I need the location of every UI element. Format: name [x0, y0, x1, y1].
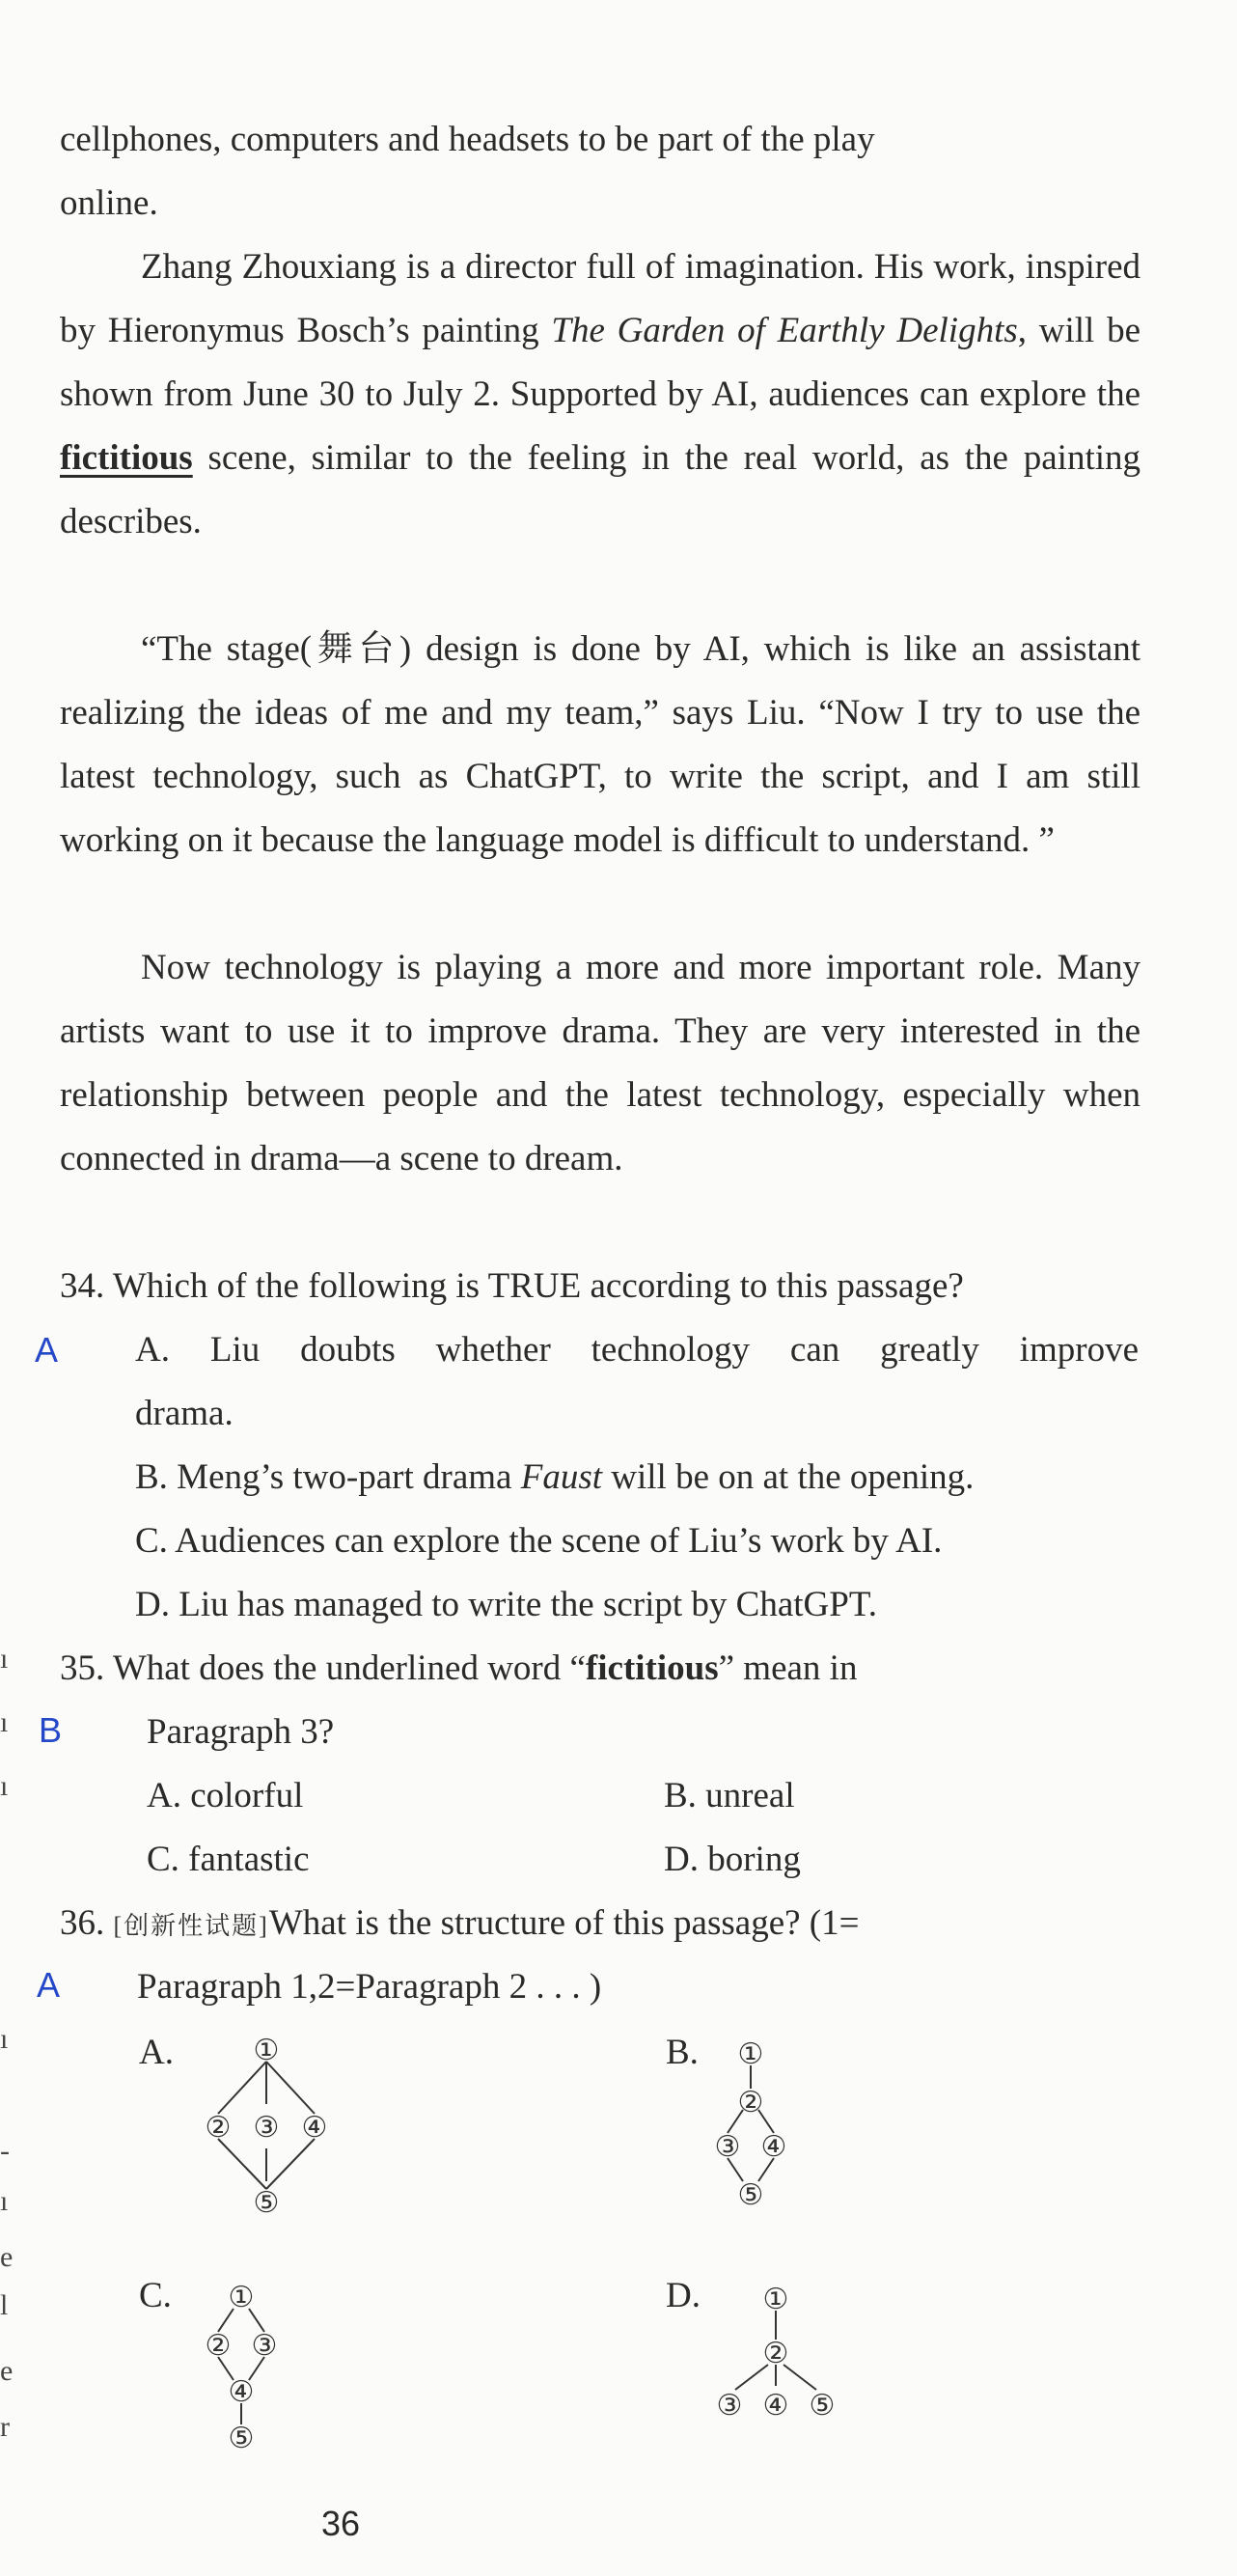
q36-stem: 36. [创新性试题]What is the structure of this passage? (1= [60, 1903, 860, 1943]
node-1: ① [762, 2283, 789, 2316]
q36-stem-cont: Paragraph 1,2=Paragraph 2 . . . ) [137, 1967, 602, 2007]
node-4: ④ [228, 2375, 255, 2409]
q35-option-b: B. unreal [664, 1776, 795, 1815]
paragraph-5: Now technology is playing a more and more important role. Many artists want to use it to improve drama. They are very interested in the relationship between people and the latest technology, especially when connected in drama—a scene to dream. [60, 948, 1141, 1178]
node-1: ① [228, 2281, 255, 2314]
q34-answer: A [35, 1330, 59, 1370]
q36-option-c-label: C. [139, 2276, 172, 2315]
node-2: ② [737, 2086, 764, 2119]
margin-mark: ı [0, 2185, 9, 2217]
q35-answer: B [39, 1710, 63, 1750]
node-5: ⑤ [253, 2186, 280, 2218]
q36-option-b-label: B. [666, 2033, 699, 2072]
node-4: ④ [301, 2111, 328, 2145]
margin-mark: ı [0, 1706, 9, 1738]
q34-option-d: D. Liu has managed to write the script by ChatGPT. [135, 1585, 877, 1624]
node-3: ③ [253, 2111, 280, 2145]
underlined-word: fictitious [60, 438, 193, 478]
q36-answer: A [37, 1965, 61, 2005]
q35-option-d: D. boring [664, 1840, 801, 1879]
node-2: ② [205, 2329, 232, 2363]
margin-mark: e [0, 2355, 14, 2387]
node-5: ⑤ [737, 2178, 764, 2212]
node-3: ③ [714, 2130, 741, 2164]
node-2: ② [205, 2111, 232, 2145]
structure-diagram-d [708, 2280, 843, 2439]
margin-mark: ı [0, 2023, 9, 2055]
node-3: ③ [716, 2389, 743, 2423]
q36-option-a-label: A. [139, 2033, 174, 2072]
q34-option-a: A. Liu doubts whether technology can greatly improve [135, 1330, 1139, 1370]
q35-stem: 35. What does the underlined word “fictitious” mean in [60, 1648, 858, 1688]
paragraph-3: Zhang Zhouxiang is a director full of imagination. His work, inspired by Hieronymus Bosch’s painting The Garden of Earthly Delights, will be shown from June 30 to July 2. Supported by AI, audiences can explore the fictitious scene, similar to the feeling in the real world, as the painting describes. [60, 247, 1141, 541]
node-4: ④ [760, 2130, 787, 2164]
q35-stem-cont: Paragraph 3? [147, 1712, 335, 1752]
structure-diagram-b [693, 2035, 809, 2252]
margin-mark: r [0, 2411, 10, 2443]
paragraph-4: “The stage(舞台) design is done by AI, which is like an assistant realizing the ideas of me and my team,” says Liu. “Now I try to use the latest technology, such as ChatGPT, to write the script, and I am still working on it because the language model is difficult to understand. ” [60, 629, 1141, 860]
q35-option-c: C. fantastic [147, 1840, 310, 1879]
margin-mark: l [0, 2289, 9, 2321]
node-2: ② [762, 2337, 789, 2370]
q34-option-b: B. Meng’s two-part drama Faust will be on at the opening. [135, 1457, 975, 1497]
structure-diagram-c [183, 2280, 299, 2497]
q36-tag: [创新性试题] [113, 1912, 269, 1940]
margin-mark: ı [0, 1770, 9, 1802]
node-5: ⑤ [809, 2389, 836, 2423]
q34-stem: 34. Which of the following is TRUE according to this passage? [60, 1266, 964, 1306]
node-4: ④ [762, 2389, 789, 2423]
node-1: ① [737, 2037, 764, 2071]
q34-option-c: C. Audiences can explore the scene of Liu’s work by AI. [135, 1521, 943, 1561]
q34-option-a-cont: drama. [135, 1394, 234, 1433]
passage-line: online. [60, 183, 158, 223]
margin-mark: e [0, 2241, 14, 2273]
margin-mark: - [0, 2135, 10, 2167]
node-3: ③ [251, 2329, 278, 2363]
painting-title: The Garden of Earthly Delights [551, 311, 1018, 350]
page-number: 36 [321, 2504, 361, 2543]
node-5: ⑤ [228, 2422, 255, 2455]
q36-option-d-label: D. [666, 2276, 701, 2315]
margin-mark: ı [0, 1643, 9, 1675]
q35-option-a: A. colorful [147, 1776, 304, 1815]
passage-line: cellphones, computers and headsets to be part of the play [60, 120, 875, 159]
node-1: ① [253, 2035, 280, 2067]
structure-diagram-a [189, 2035, 344, 2223]
